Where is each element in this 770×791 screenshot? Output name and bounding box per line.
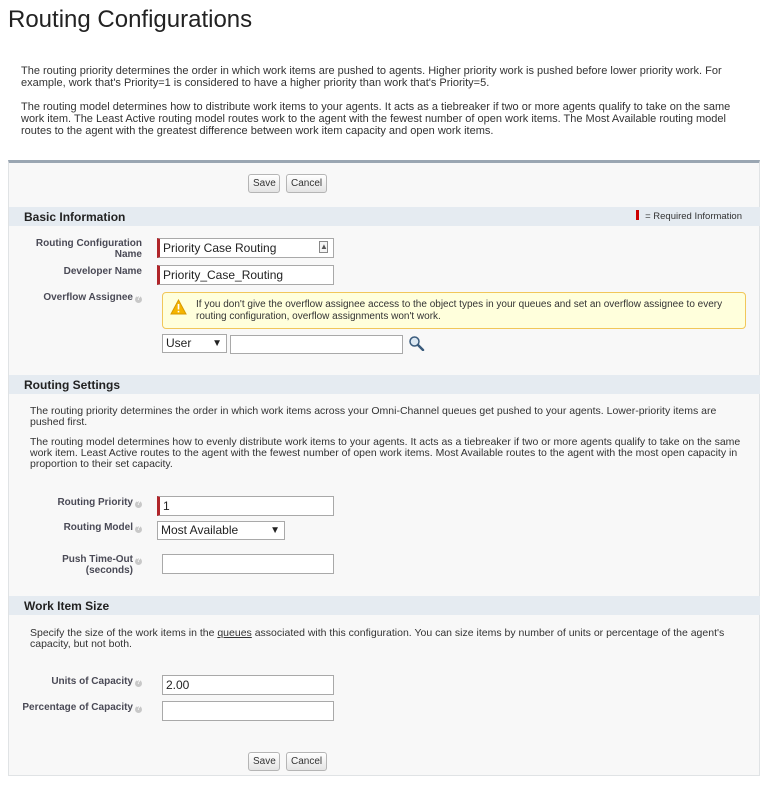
routing-config-name-label: Routing Configuration Name [35,238,142,260]
percentage-of-capacity-label: Percentage of Capacity ? [22,702,141,713]
overflow-warning-text: If you don't give the overflow assignee access to the object types in your queues and set an overflow assignee to every routing configuration, overflow assignments won't work. [196,299,723,322]
dropdown-arrow-icon: ▼ [270,525,280,536]
save-button-bottom[interactable]: Save [248,752,280,771]
overflow-warning-box [162,292,746,329]
cancel-button-top[interactable]: Cancel [286,174,327,193]
push-timeout-input[interactable] [162,554,334,574]
queues-link[interactable]: queues [217,627,252,639]
intro-priority-text: The routing priority determines the order in which work items are pushed to agents. Higher priority work is pushed before lower priority work. For example, work that's Priority=1 is considered to have a higher priority than work that's Priority=5. [21,65,722,89]
routing-settings-title: Routing Settings [24,378,120,392]
save-button-top[interactable]: Save [248,174,280,193]
help-icon[interactable]: ? [136,526,141,532]
overflow-assignee-label: Overflow Assignee ? [43,292,141,303]
cancel-button-bottom[interactable]: Cancel [286,752,327,771]
overflow-assignee-input[interactable] [230,335,403,354]
required-information-legend: = Required Information [636,210,742,222]
routing-priority-input[interactable]: 1 [157,496,334,516]
help-icon[interactable]: ? [136,558,141,564]
routing-model-select[interactable]: Most Available ▼ [157,521,285,540]
required-marker-icon [636,210,639,220]
routing-priority-label: Routing Priority ? [57,497,141,508]
work-item-size-title: Work Item Size [24,599,110,613]
work-item-size-description: Specify the size of the work items in the queues associated with this configuration. You can size items by number of units or percentage of the agent's capacity, but not both. [30,627,725,650]
lookup-search-icon[interactable] [408,335,425,351]
routing-config-name-input[interactable]: Priority Case Routing ▲ [157,238,334,258]
routing-model-description: The routing model determines how to evenly distribute work items to your agents. It acts as a tiebreaker if two or more agents qualify to take on the same work item. Least Active routes to the agent with the fewest number of open work items. Most Available routes to the agent with the most open capacity in proportion to their set capacity. [30,436,741,470]
developer-name-input[interactable]: Priority_Case_Routing [157,265,334,285]
help-icon[interactable]: ? [136,680,141,686]
assignee-type-select[interactable]: User ▼ [162,334,227,353]
work-item-size-header [9,596,760,615]
units-of-capacity-label: Units of Capacity ? [51,676,141,687]
intro-model-text: The routing model determines how to distribute work items to your agents. It acts as a tiebreaker if two or more agents qualify to take on the same work item. The Least Active routing model routes work to the agent with the fewest number of open work items. The Most Available routing model routes to the agent with the greatest difference between work item capacity and open work items. [21,101,731,137]
basic-information-header [9,207,760,226]
dropdown-arrow-icon: ▼ [212,338,222,349]
autofill-contact-icon: ▲ [320,242,328,251]
basic-information-title: Basic Information [24,210,126,224]
routing-settings-header [9,375,760,394]
help-icon[interactable]: ? [136,501,141,507]
routing-model-label: Routing Model ? [63,522,141,533]
units-of-capacity-input[interactable]: 2.00 [162,675,334,695]
help-icon[interactable]: ? [136,706,141,712]
percentage-of-capacity-input[interactable] [162,701,334,721]
warning-icon [170,299,187,315]
push-timeout-label: Push Time-Out ? (seconds) [62,554,141,576]
developer-name-label: Developer Name [63,266,142,277]
routing-priority-description: The routing priority determines the order in which work items across your Omni-Channel queues get pushed to your agents. Lower-priority items are pushed first. [30,405,717,428]
help-icon[interactable]: ? [136,296,141,302]
page-title: Routing Configurations [8,6,253,33]
